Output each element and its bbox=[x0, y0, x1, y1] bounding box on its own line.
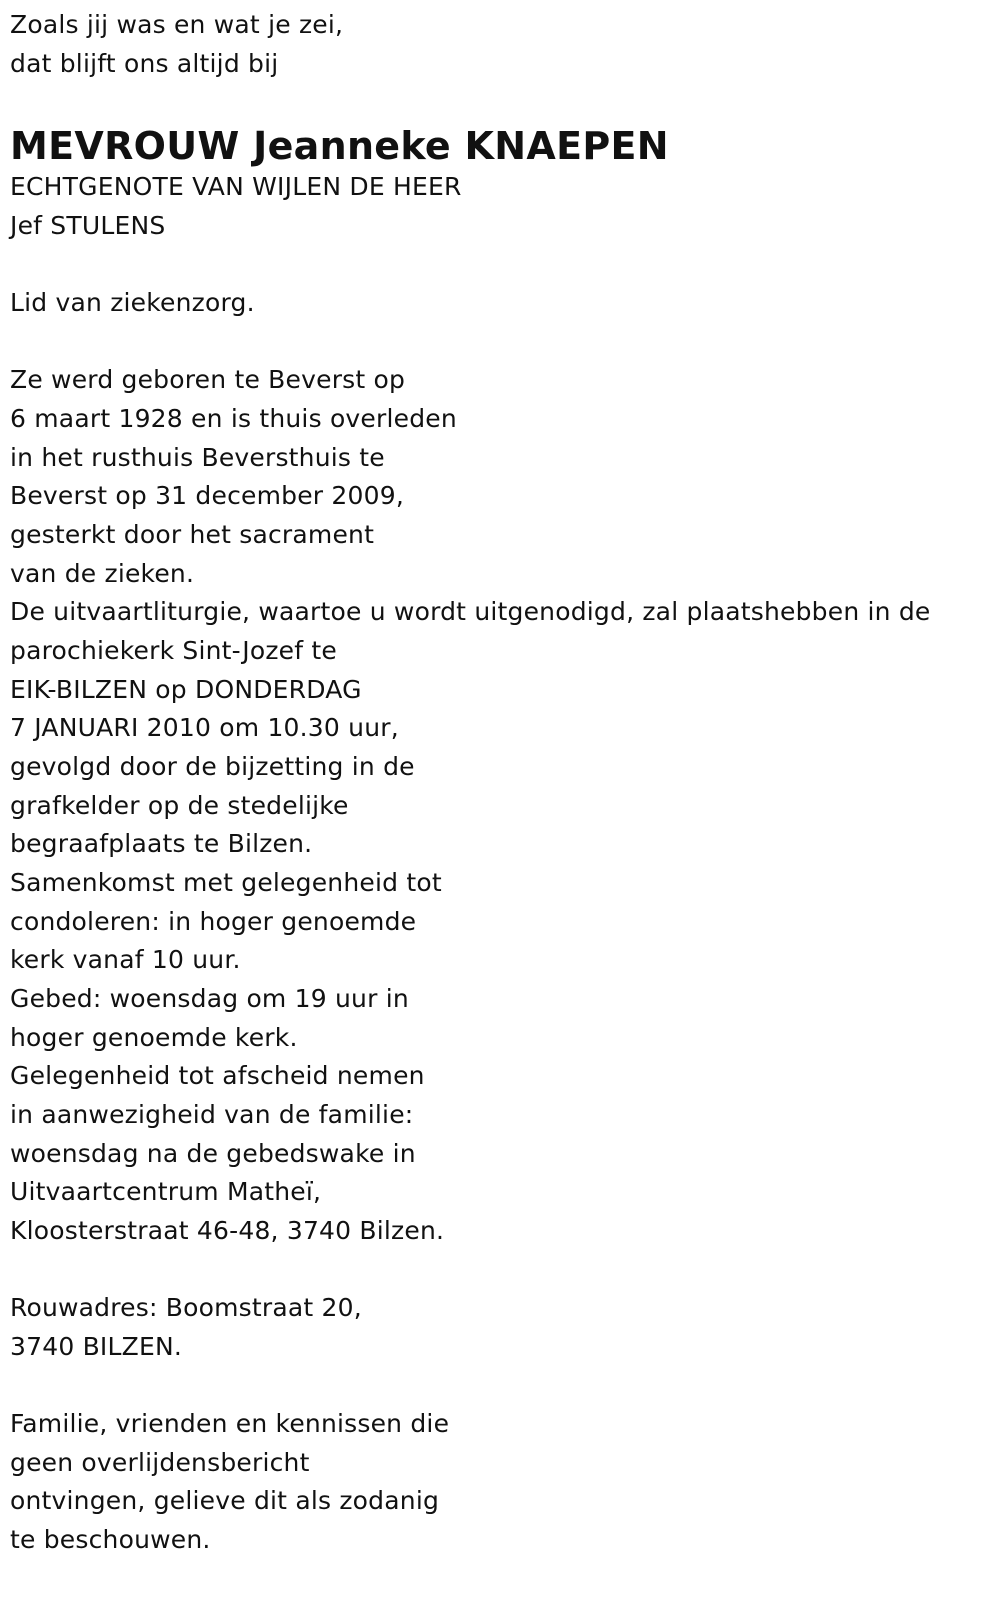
body-line: gesterkt door het sacrament bbox=[10, 520, 375, 549]
body-line: Uitvaartcentrum Matheï, bbox=[10, 1177, 322, 1206]
relation-line: ECHTGENOTE VAN WIJLEN DE HEER bbox=[10, 172, 462, 201]
membership-line: Lid van ziekenzorg. bbox=[10, 288, 255, 317]
body-line: De uitvaartliturgie, waartoe u wordt uitgenodigd, zal plaatshebben in de bbox=[10, 597, 931, 626]
body-line: grafkelder op de stedelijke bbox=[10, 791, 349, 820]
body-line: 7 JANUARI 2010 om 10.30 uur, bbox=[10, 713, 399, 742]
motto-line-1: Zoals jij was en wat je zei, bbox=[10, 10, 344, 39]
address-line-1: Rouwadres: Boomstraat 20, bbox=[10, 1293, 362, 1322]
closing-line: te beschouwen. bbox=[10, 1525, 211, 1554]
body-line: gevolgd door de bijzetting in de bbox=[10, 752, 415, 781]
motto-line-2: dat blijft ons altijd bij bbox=[10, 49, 279, 78]
body-line: Beverst op 31 december 2009, bbox=[10, 481, 405, 510]
deceased-name: MEVROUW Jeanneke KNAEPEN bbox=[10, 124, 669, 168]
body-line: Gebed: woensdag om 19 uur in bbox=[10, 984, 409, 1013]
body-line: Samenkomst met gelegenheid tot bbox=[10, 868, 442, 897]
body-line: Gelegenheid tot afscheid nemen bbox=[10, 1061, 425, 1090]
body-line: condoleren: in hoger genoemde bbox=[10, 907, 417, 936]
closing-line: Familie, vrienden en kennissen die bbox=[10, 1409, 450, 1438]
spouse-name: Jef STULENS bbox=[10, 211, 166, 240]
body-line: hoger genoemde kerk. bbox=[10, 1023, 298, 1052]
body-line: 6 maart 1928 en is thuis overleden bbox=[10, 404, 457, 433]
body-line: kerk vanaf 10 uur. bbox=[10, 945, 241, 974]
body-line: in het rusthuis Beversthuis te bbox=[10, 443, 385, 472]
body-line: Kloosterstraat 46-48, 3740 Bilzen. bbox=[10, 1216, 445, 1245]
body-line: EIK-BILZEN op DONDERDAG bbox=[10, 675, 362, 704]
closing-line: ontvingen, gelieve dit als zodanig bbox=[10, 1486, 440, 1515]
body-line: in aanwezigheid van de familie: bbox=[10, 1100, 414, 1129]
body-line: van de zieken. bbox=[10, 559, 195, 588]
body-line: Ze werd geboren te Beverst op bbox=[10, 365, 406, 394]
body-line: parochiekerk Sint-Jozef te bbox=[10, 636, 337, 665]
closing-line: geen overlijdensbericht bbox=[10, 1448, 310, 1477]
body-line: woensdag na de gebedswake in bbox=[10, 1139, 416, 1168]
body-line: begraafplaats te Bilzen. bbox=[10, 829, 313, 858]
address-line-2: 3740 BILZEN. bbox=[10, 1332, 182, 1361]
